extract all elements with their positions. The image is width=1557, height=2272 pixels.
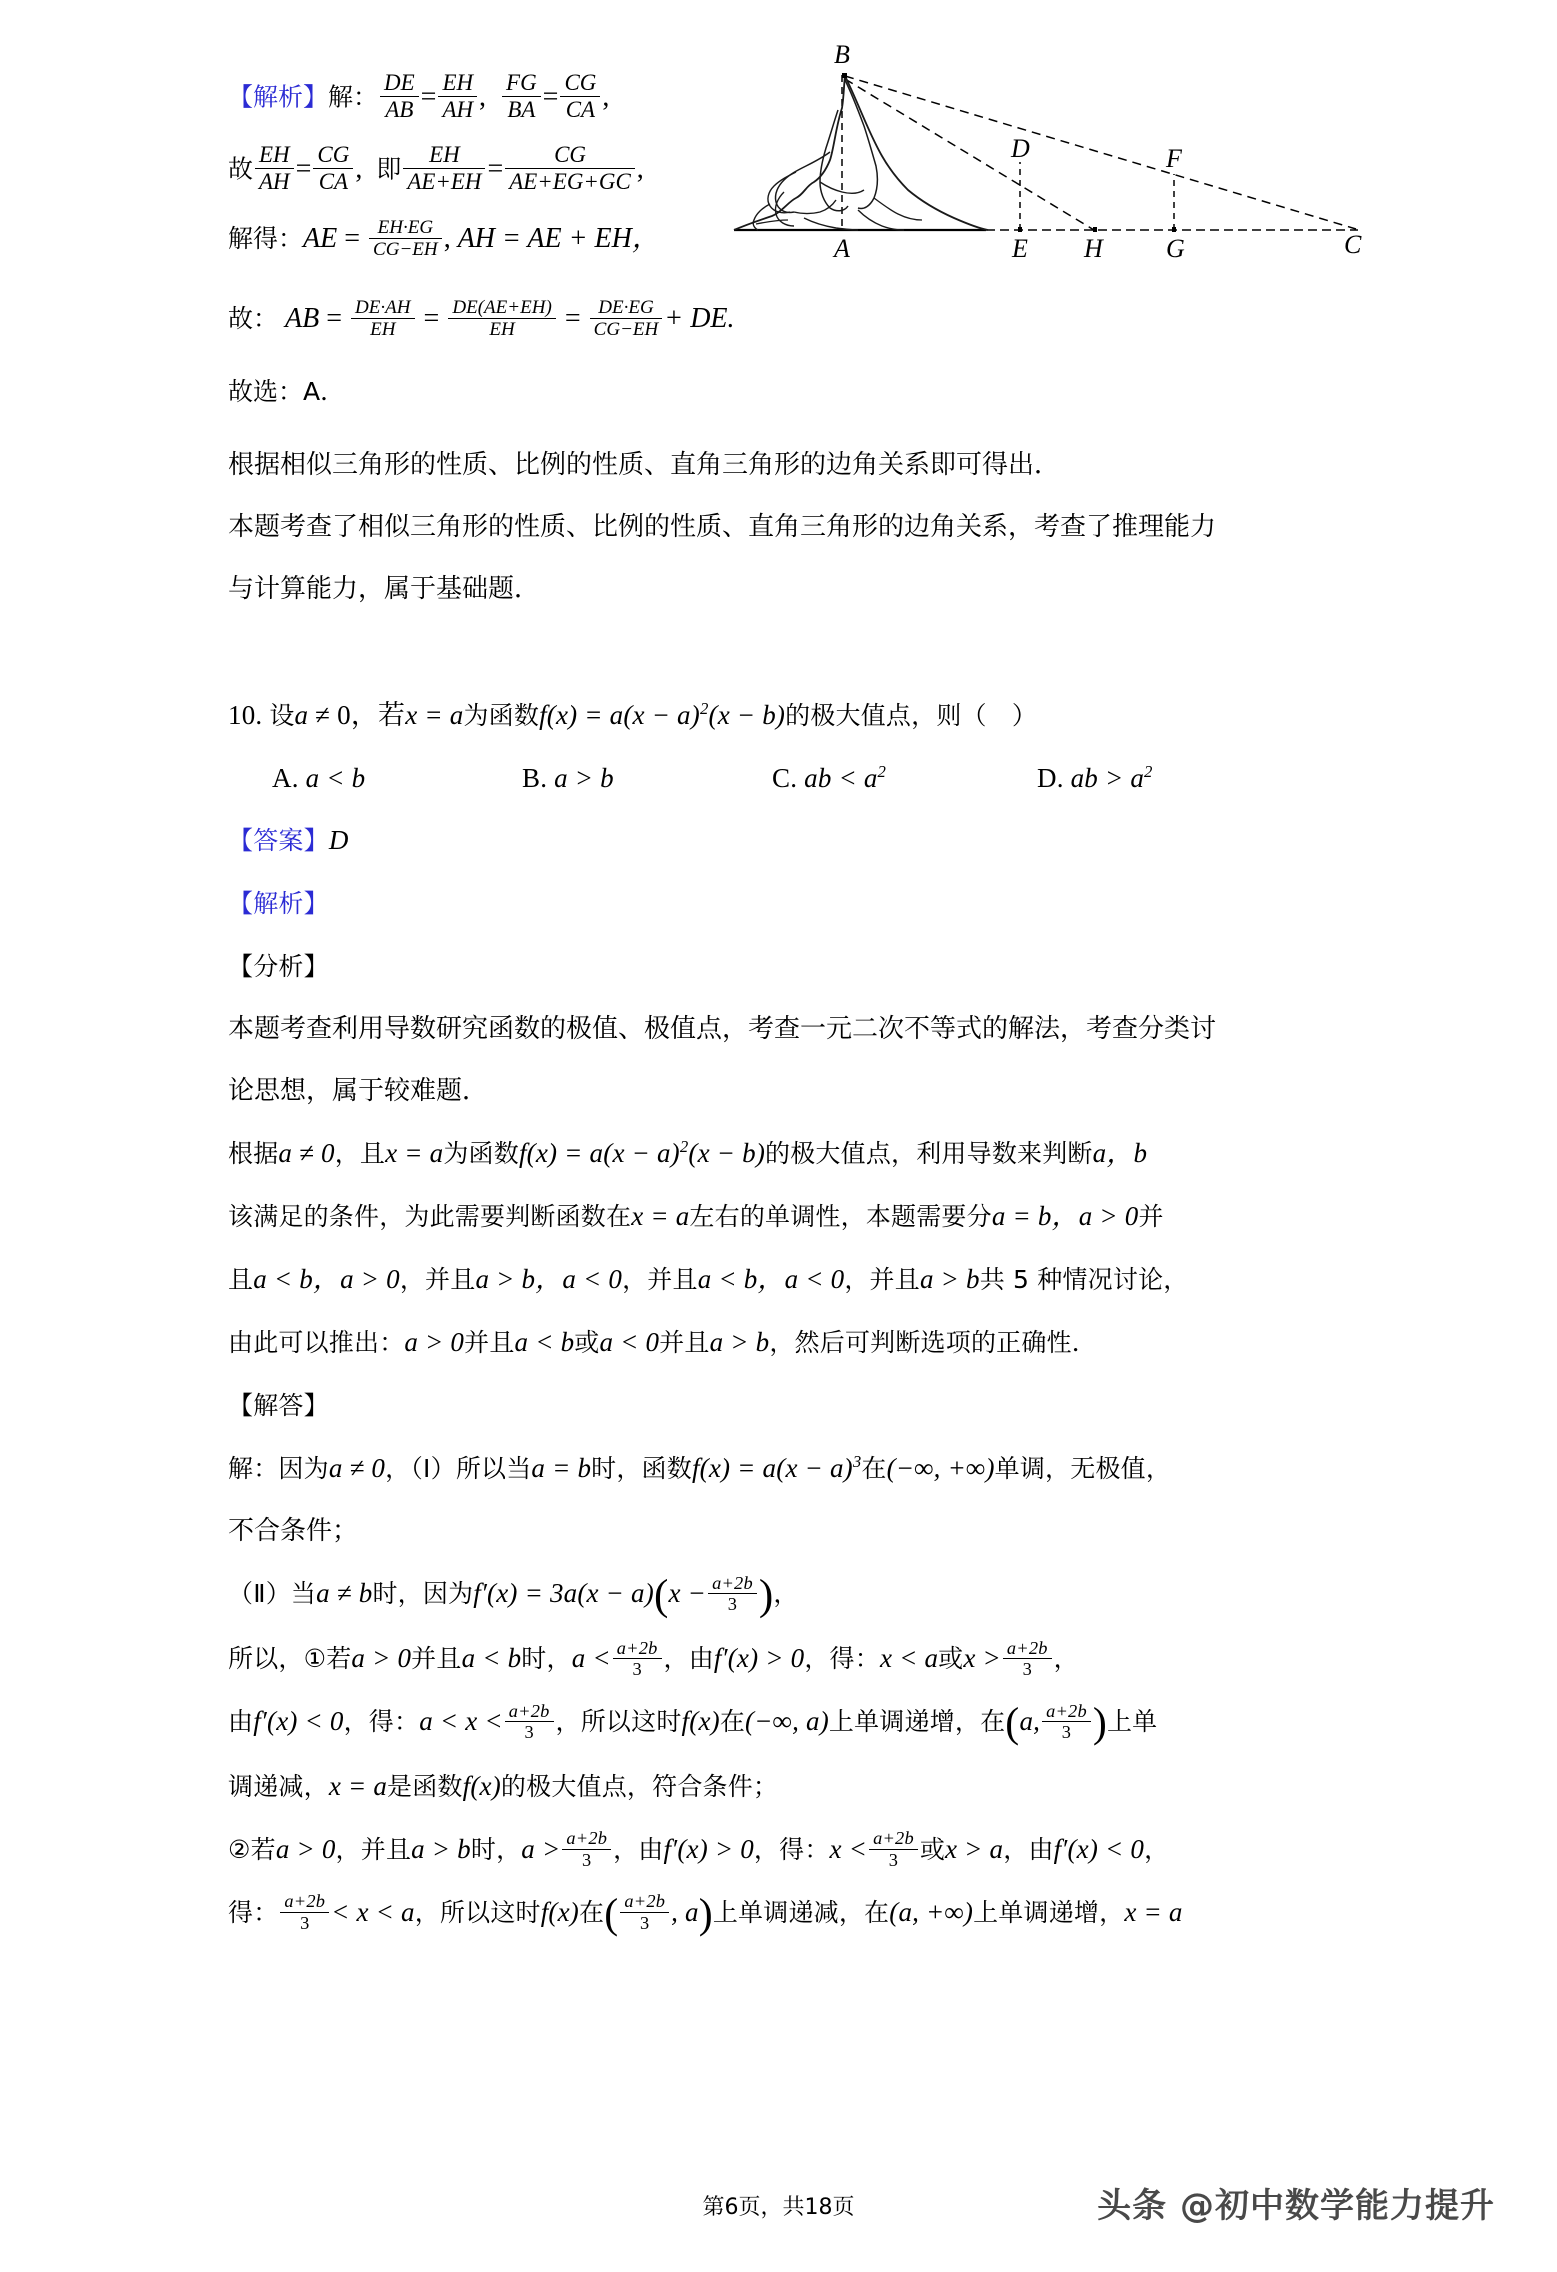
jieda7-n: f′(x) < 0	[1053, 1833, 1145, 1864]
jieda4-k: 或	[938, 1643, 964, 1673]
jieda-para-4	[228, 1627, 1348, 1690]
option-D-key: D.	[1037, 763, 1064, 793]
jieda5-f: f(x)	[681, 1705, 720, 1736]
explanation-para-1: 根据相似三角形的性质、比例的性质、直角三角形的边角关系即可得出．	[228, 450, 1061, 480]
fenxi3-a: 根据	[228, 1139, 279, 1168]
jieda-para-3	[228, 1562, 1348, 1627]
jieda8-g: 上单调递减，在	[712, 1897, 890, 1927]
fenxi3-j: a，b	[1092, 1138, 1148, 1168]
jieda3-d: f′(x) = 3a(x − a)	[473, 1578, 654, 1608]
fraction-de-ab: $\frac{DE}{AB}$	[380, 70, 419, 122]
jieda5-k: 上单	[1106, 1706, 1158, 1736]
option-D-text: ab > a	[1070, 763, 1145, 793]
jieda8-j: x = a	[1124, 1896, 1183, 1927]
figure-svg	[726, 52, 1366, 267]
equals-8: =	[564, 302, 581, 334]
comma-4: ,	[636, 153, 644, 185]
jieda4-i: ，得：	[804, 1643, 880, 1673]
jieda5-c: ，得：	[343, 1706, 420, 1736]
jieda3-paren-close: )	[758, 1571, 774, 1619]
option-A-text: a < b	[305, 763, 366, 793]
jieda8-fraction-2: $\frac{a+2b}{3}$	[620, 1891, 669, 1933]
jieda7-k: 或	[919, 1834, 946, 1864]
fenxi5-d: a > b，a < 0	[475, 1264, 623, 1294]
fenxi5-e: ，并且	[622, 1265, 698, 1294]
stem-sq: 2	[699, 699, 709, 718]
jieda1-g: 3	[852, 1452, 862, 1471]
option-A-key: A.	[272, 763, 299, 793]
fenxi-line	[228, 935, 1348, 998]
jieda7-l: x > a	[945, 1833, 1004, 1864]
jieda7-g: ，由	[613, 1834, 664, 1864]
jieda1-f: f(x) = a(x − a)	[691, 1453, 853, 1483]
answer-line	[228, 809, 1348, 872]
question-spacer	[228, 620, 1348, 684]
jieda7-e: 时，	[470, 1834, 522, 1864]
jieda4-e: 时，	[521, 1643, 572, 1673]
jieda5-i: 上单调递增，在	[828, 1706, 1006, 1736]
jieda1-a: 解：因为	[228, 1454, 329, 1483]
question-10-stem	[228, 684, 1348, 747]
question-10-options	[228, 747, 1348, 809]
jieda-para-8	[228, 1881, 1348, 1946]
fenxi4-c: 左右的单调性，本题需要分	[689, 1202, 992, 1231]
fraction-eh-ah-2: $\frac{EH}{AH}$	[255, 142, 294, 194]
jieda6-a: 调递减，	[228, 1771, 329, 1801]
equals-1: =	[420, 81, 437, 113]
stem-x: x	[405, 700, 418, 730]
figure-label-D: D	[1011, 134, 1030, 163]
jieda6-d: f(x)	[462, 1770, 501, 1801]
jieda6-c: 是函数	[387, 1771, 463, 1801]
jieda8-h: (a, +∞)	[889, 1896, 974, 1927]
option-D-sup: 2	[1144, 762, 1153, 781]
fenxi3-i: 的极大值点，利用导数来判断	[765, 1139, 1093, 1168]
jieda7-m: ，由	[1003, 1834, 1054, 1864]
jieda-para-1	[228, 1437, 1348, 1500]
jieda-para-7	[228, 1818, 1348, 1881]
fenxi-para-6	[228, 1311, 1348, 1374]
jieda4-a: 所以，①若	[228, 1643, 352, 1673]
stem-p2: 为函数	[463, 701, 540, 730]
page-content	[228, 40, 1362, 1945]
jieda4-l: x >	[963, 1642, 1001, 1673]
option-A[interactable]	[272, 747, 522, 809]
fraction-cg-ca-2: $\frac{CG}{CA}$	[313, 142, 353, 194]
plus-de: + DE.	[664, 302, 735, 334]
jieda3-a: （Ⅱ）当	[228, 1579, 317, 1608]
jieda4-c: 并且	[411, 1643, 462, 1673]
ab-term: AB	[285, 302, 320, 334]
fenxi6-a: 由此可以推出：	[228, 1328, 405, 1357]
jieda4-h: f′(x) > 0	[713, 1642, 805, 1673]
fraction-cg-aeeggc: $\frac{CG}{AE+EG+GC}$	[505, 142, 635, 194]
fenxi3-b: a ≠ 0	[278, 1138, 335, 1168]
figure-label-C: C	[1344, 230, 1362, 259]
equals-5: =	[344, 222, 361, 254]
analysis-tag-2: 【解析】	[228, 889, 329, 918]
fraction-deaeeh-eh: $\frac{DE(AE+EH)}{EH}$	[448, 297, 556, 341]
jieda8-paren-open: (	[604, 1891, 619, 1938]
fenxi-tag: 【分析】	[228, 952, 329, 981]
jieda7-h: f′(x) > 0	[663, 1833, 754, 1864]
jieda1-j: 单调，无极值，	[994, 1454, 1172, 1483]
jieda7-fraction-1: $\frac{a+2b}{3}$	[562, 1828, 611, 1870]
fenxi5-b: a < b，a > 0	[253, 1264, 400, 1294]
fenxi-para-5	[228, 1248, 1348, 1311]
comma-2: ,	[602, 81, 610, 113]
fenxi3-h: (x − b)	[688, 1138, 766, 1168]
jieda-line	[228, 1374, 1348, 1437]
jieda-para-6	[228, 1755, 1348, 1818]
jieda8-f: , a	[671, 1896, 699, 1927]
fenxi6-f: a < 0	[599, 1327, 660, 1357]
jieda5-g: 在	[719, 1706, 746, 1736]
explanation-paragraphs	[228, 434, 1348, 620]
jieda4-m: ，	[1053, 1643, 1079, 1673]
fenxi5-c: ，并且	[399, 1265, 476, 1294]
fenxi4-d: a = b，a > 0	[991, 1201, 1139, 1231]
fenxi6-c: 并且	[464, 1328, 515, 1357]
jieda1-c: ，（Ⅰ）所以当	[385, 1454, 532, 1483]
jieda5-d: a < x <	[419, 1705, 503, 1736]
jieda7-d: a > b	[411, 1833, 471, 1864]
fenxi6-d: a < b	[514, 1327, 575, 1357]
fenxi4-e: 并	[1138, 1202, 1164, 1231]
jiede-prefix: 解得：	[228, 223, 304, 253]
figure-label-B: B	[834, 40, 850, 69]
analysis-tag: 【解析】	[228, 82, 329, 112]
watermark: 头条 @初中数学能力提升	[1097, 2186, 1495, 2226]
jieda3-b: a ≠ b	[316, 1578, 373, 1608]
option-C-text: ab < a	[804, 763, 878, 793]
solution-line2-prefix: 故	[228, 154, 254, 184]
jieda4-j: x < a	[879, 1642, 939, 1673]
answer-value: D	[328, 825, 349, 855]
jieda8-c: ，所以这时	[414, 1897, 541, 1927]
comma-1: ,	[479, 81, 487, 113]
stem-neq: ≠ 0，若	[315, 700, 406, 730]
fenxi6-h: a > b	[709, 1327, 770, 1357]
jieda8-e: 在	[579, 1897, 605, 1927]
jieda8-d: f(x)	[540, 1896, 580, 1927]
jieda-para-2: 不合条件；	[228, 1516, 359, 1546]
jieda8-i: 上单调递增，	[973, 1897, 1125, 1927]
fenxi4-b: x = a	[631, 1201, 690, 1231]
equals-4: =	[487, 153, 504, 185]
jieda7-c: ，并且	[335, 1834, 412, 1864]
equals-6: =	[326, 302, 343, 334]
jieda8-a: 得：	[228, 1897, 279, 1927]
jieda7-j: x <	[829, 1833, 868, 1864]
fenxi-para-2: 论思想，属于较难题．	[228, 1076, 489, 1106]
fenxi6-i: ，然后可判断选项的正确性．	[769, 1328, 1097, 1357]
jieda1-b: a ≠ 0	[328, 1453, 386, 1483]
jieda8-b: < x < a	[331, 1896, 415, 1927]
stem-a: a	[294, 700, 309, 730]
jieda6-b: x = a	[328, 1770, 388, 1801]
jieda4-fraction-1: $\frac{a+2b}{3}$	[613, 1638, 662, 1680]
fenxi6-e: 或	[574, 1328, 600, 1357]
solution-line-2	[228, 142, 644, 194]
jieda1-e: 时，函数	[591, 1454, 692, 1483]
analysis-line	[228, 872, 1348, 935]
option-C-key: C.	[772, 763, 798, 793]
jieda5-fraction-1: $\frac{a+2b}{3}$	[505, 1701, 554, 1743]
option-B-key: B.	[522, 763, 548, 793]
jieda6-e: 的极大值点，符合条件；	[500, 1771, 779, 1801]
stem-eq: = a	[424, 700, 464, 730]
jieda4-fraction-2: $\frac{a+2b}{3}$	[1003, 1638, 1052, 1680]
stem-p4: 的极大值点，则（ ）	[785, 701, 1038, 730]
solution-block	[228, 40, 1362, 440]
geometry-figure	[726, 40, 1366, 267]
jieda8-paren-close: )	[698, 1891, 713, 1938]
comma-5: ,	[443, 222, 451, 254]
fenxi5-a: 且	[228, 1265, 254, 1294]
jieda8-fraction-1: $\frac{a+2b}{3}$	[280, 1891, 329, 1933]
fenxi3-g: 2	[679, 1137, 689, 1156]
fenxi6-b: a > 0	[404, 1327, 465, 1357]
solution-line-4	[228, 297, 735, 341]
equals-3: =	[295, 153, 312, 185]
jieda4-f: a <	[571, 1642, 611, 1673]
final-choice: 故选：A．	[228, 377, 346, 406]
fraction-fg-ba: $\frac{FG}{BA}$	[502, 70, 541, 122]
equals-2: =	[542, 81, 559, 113]
fenxi3-f: f(x) = a(x − a)	[518, 1138, 680, 1168]
jieda5-fraction-2: $\frac{a+2b}{3}$	[1042, 1701, 1091, 1743]
fenxi6-g: 并且	[659, 1328, 710, 1357]
jieda7-f: a >	[521, 1833, 561, 1864]
jieda3-f: ，	[773, 1579, 799, 1608]
figure-label-A: A	[834, 234, 850, 263]
fraction-ehg-cgeh: $\frac{EH\cdot EG}{CG-EH}$	[369, 217, 442, 261]
jieda3-paren-open: (	[653, 1571, 669, 1619]
option-B[interactable]	[522, 747, 772, 809]
stem-p3: (x − b)	[708, 700, 786, 730]
fenxi5-h: a > b	[919, 1264, 980, 1294]
jieda5-paren-open: (	[1005, 1700, 1020, 1747]
fraction-eh-ah: $\frac{EH}{AH}$	[438, 70, 477, 122]
jieda5-paren-close: )	[1092, 1700, 1107, 1747]
solution-line-3	[228, 217, 660, 261]
fraction-eh-aeeh: $\frac{EH}{AE+EH}$	[403, 142, 485, 194]
jieda5-e: ，所以这时	[555, 1706, 682, 1736]
figure-label-H: H	[1084, 234, 1103, 263]
ae-term: AE	[303, 222, 338, 254]
jieda4-g: ，由	[663, 1643, 714, 1673]
fenxi3-d: x = a	[385, 1138, 444, 1168]
comma-3: ,	[355, 153, 363, 185]
option-D[interactable]	[1037, 747, 1153, 809]
jieda1-d: a = b	[531, 1453, 592, 1483]
jieda5-j: a,	[1019, 1705, 1041, 1736]
gu-prefix: 故：	[228, 303, 279, 333]
option-B-text: a > b	[554, 763, 614, 793]
fenxi-para-3	[228, 1122, 1348, 1185]
jieda3-fraction: $\frac{a+2b}{3}$	[708, 1573, 757, 1615]
explanation-para-2a: 本题考查了相似三角形的性质、比例的性质、直角三角形的边角关系，考查了推理能力	[228, 512, 1217, 542]
fenxi5-i: 共 5 种情况讨论，	[979, 1265, 1189, 1294]
fraction-deah-eh: $\frac{DE\cdot AH}{EH}$	[351, 297, 415, 341]
question-number: 10.	[228, 700, 263, 730]
answer-tag: 【答案】	[228, 826, 329, 855]
jieda3-c: 时，因为	[372, 1579, 474, 1608]
fraction-deeg-cgeh: $\frac{DE\cdot EG}{CG-EH}$	[590, 297, 663, 341]
fenxi-para-1: 本题考查利用导数研究函数的极值、极值点，考查一元二次不等式的解法，考查分类讨	[228, 1014, 1217, 1044]
fenxi5-g: ，并且	[844, 1265, 920, 1294]
jieda7-fraction-2: $\frac{a+2b}{3}$	[869, 1828, 918, 1870]
fraction-cg-ca: $\frac{CG}{CA}$	[560, 70, 600, 122]
figure-label-E: E	[1012, 234, 1028, 263]
ah-equation: AH = AE + EH，	[457, 222, 660, 254]
figure-label-G: G	[1166, 234, 1185, 263]
fenxi3-c: ，且	[334, 1139, 386, 1168]
jieda5-h: (−∞, a)	[745, 1705, 829, 1736]
solution-prefix: 解：	[328, 82, 379, 112]
ji-word: 即	[376, 154, 402, 184]
solution-line-5	[228, 378, 345, 406]
jieda4-d: a < b	[461, 1642, 522, 1673]
explanation-para-2b: 与计算能力，属于基础题．	[228, 574, 541, 604]
jieda3-e: x −	[668, 1578, 707, 1608]
figure-label-F: F	[1166, 144, 1182, 173]
jieda5-a: 由	[228, 1706, 254, 1736]
fenxi5-f: a < b，a < 0	[697, 1264, 845, 1294]
jieda7-b: a > 0	[275, 1833, 336, 1864]
jieda7-o: ，	[1144, 1834, 1170, 1864]
jieda7-i: ，得：	[753, 1834, 830, 1864]
option-C-sup: 2	[877, 762, 887, 781]
option-C[interactable]	[772, 747, 1037, 809]
jieda1-h: 在	[861, 1454, 887, 1483]
jieda7-a: ②若	[228, 1834, 276, 1864]
jieda-tag: 【解答】	[228, 1391, 329, 1420]
stem-p1: 设	[269, 701, 295, 730]
jieda-para-5	[228, 1690, 1348, 1755]
jieda1-i: (−∞, +∞)	[886, 1453, 995, 1483]
equals-7: =	[423, 302, 440, 334]
solution-line-1	[228, 70, 609, 122]
jieda4-b: a > 0	[351, 1642, 412, 1673]
fenxi3-e: 为函数	[443, 1139, 519, 1168]
fenxi-para-4	[228, 1185, 1348, 1248]
fenxi4-a: 该满足的条件，为此需要判断函数在	[228, 1202, 632, 1231]
page-footer: 第6页，共18页	[702, 2195, 855, 2220]
jieda5-b: f′(x) < 0	[253, 1705, 344, 1736]
stem-f: f(x) = a(x − a)	[539, 700, 700, 730]
